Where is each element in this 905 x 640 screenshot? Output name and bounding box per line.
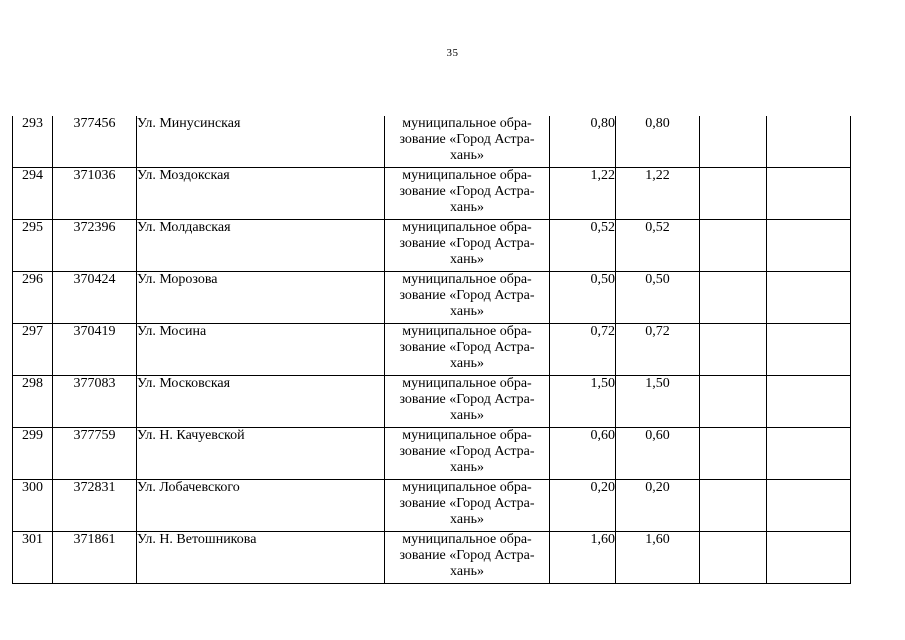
owner-cell xyxy=(385,324,550,376)
owner-line: муниципальное обра- xyxy=(402,272,532,287)
length-part-cell: 0,52 xyxy=(616,220,700,272)
owner-line: зование «Город Астра- xyxy=(399,288,535,303)
row-number-cell: 293 xyxy=(13,116,53,168)
table-row xyxy=(13,532,851,584)
road-name-cell: Ул. Моздокская xyxy=(137,168,385,220)
length-total-cell: 0,80 xyxy=(550,116,616,168)
row-number-cell: 297 xyxy=(13,324,53,376)
road-code-cell: 371861 xyxy=(53,532,137,584)
owner-line: муниципальное обра- xyxy=(402,532,532,547)
road-code-cell: 371036 xyxy=(53,168,137,220)
road-name-cell: Ул. Лобачевского xyxy=(137,480,385,532)
road-name-cell: Ул. Н. Качуевской xyxy=(137,428,385,480)
road-code-cell: 372831 xyxy=(53,480,137,532)
empty-cell xyxy=(700,220,767,272)
owner-cell xyxy=(385,532,550,584)
length-total-cell: 1,60 xyxy=(550,532,616,584)
table-row xyxy=(13,480,851,532)
owner-cell xyxy=(385,428,550,480)
owner-line: хань» xyxy=(450,356,484,371)
owner-line: хань» xyxy=(450,564,484,579)
owner-cell xyxy=(385,168,550,220)
road-code-cell: 377083 xyxy=(53,376,137,428)
owner-line: зование «Город Астра- xyxy=(399,444,535,459)
empty-cell xyxy=(700,480,767,532)
table-row xyxy=(13,116,851,168)
empty-cell xyxy=(700,272,767,324)
empty-cell xyxy=(767,532,851,584)
owner-line: муниципальное обра- xyxy=(402,324,532,339)
road-name-cell: Ул. Морозова xyxy=(137,272,385,324)
road-code-cell: 372396 xyxy=(53,220,137,272)
road-code-cell: 377759 xyxy=(53,428,137,480)
length-part-cell: 0,80 xyxy=(616,116,700,168)
length-part-cell: 0,60 xyxy=(616,428,700,480)
empty-cell xyxy=(700,532,767,584)
table-row xyxy=(13,168,851,220)
length-part-cell: 0,20 xyxy=(616,480,700,532)
road-name-cell: Ул. Молдавская xyxy=(137,220,385,272)
empty-cell xyxy=(767,376,851,428)
owner-cell xyxy=(385,220,550,272)
length-total-cell: 0,52 xyxy=(550,220,616,272)
empty-cell xyxy=(700,324,767,376)
owner-line: зование «Город Астра- xyxy=(399,392,535,407)
road-name-cell: Ул. Минусинская xyxy=(137,116,385,168)
owner-line: муниципальное обра- xyxy=(402,428,532,443)
owner-line: зование «Город Астра- xyxy=(399,132,535,147)
empty-cell xyxy=(700,168,767,220)
row-number-cell: 296 xyxy=(13,272,53,324)
row-number-cell: 294 xyxy=(13,168,53,220)
owner-line: хань» xyxy=(450,148,484,163)
owner-line: зование «Город Астра- xyxy=(399,340,535,355)
row-number-cell: 298 xyxy=(13,376,53,428)
row-number-cell: 299 xyxy=(13,428,53,480)
owner-line: муниципальное обра- xyxy=(402,480,532,495)
length-total-cell: 0,60 xyxy=(550,428,616,480)
owner-line: хань» xyxy=(450,408,484,423)
owner-line: хань» xyxy=(450,512,484,527)
length-total-cell: 0,72 xyxy=(550,324,616,376)
length-part-cell: 0,50 xyxy=(616,272,700,324)
length-total-cell: 0,50 xyxy=(550,272,616,324)
owner-line: зование «Город Астра- xyxy=(399,496,535,511)
owner-cell xyxy=(385,116,550,168)
row-number-cell: 301 xyxy=(13,532,53,584)
owner-line: хань» xyxy=(450,252,484,267)
length-part-cell: 1,60 xyxy=(616,532,700,584)
table-row xyxy=(13,376,851,428)
table-row xyxy=(13,272,851,324)
owner-line: зование «Город Астра- xyxy=(399,184,535,199)
roads-table xyxy=(12,116,851,584)
empty-cell xyxy=(767,220,851,272)
road-code-cell: 377456 xyxy=(53,116,137,168)
road-code-cell: 370419 xyxy=(53,324,137,376)
length-part-cell: 1,50 xyxy=(616,376,700,428)
owner-line: хань» xyxy=(450,460,484,475)
length-part-cell: 1,22 xyxy=(616,168,700,220)
row-number-cell: 300 xyxy=(13,480,53,532)
empty-cell xyxy=(700,376,767,428)
length-total-cell: 0,20 xyxy=(550,480,616,532)
owner-cell xyxy=(385,480,550,532)
owner-line: муниципальное обра- xyxy=(402,220,532,235)
row-number-cell: 295 xyxy=(13,220,53,272)
page-number: 35 xyxy=(446,47,459,59)
road-name-cell: Ул. Н. Ветошникова xyxy=(137,532,385,584)
owner-line: муниципальное обра- xyxy=(402,376,532,391)
road-code-cell: 370424 xyxy=(53,272,137,324)
empty-cell xyxy=(767,324,851,376)
empty-cell xyxy=(700,428,767,480)
table-row xyxy=(13,428,851,480)
table-row xyxy=(13,324,851,376)
owner-line: зование «Город Астра- xyxy=(399,236,535,251)
owner-cell xyxy=(385,376,550,428)
table-row xyxy=(13,220,851,272)
owner-line: муниципальное обра- xyxy=(402,116,532,131)
length-total-cell: 1,50 xyxy=(550,376,616,428)
empty-cell xyxy=(767,480,851,532)
empty-cell xyxy=(700,116,767,168)
road-name-cell: Ул. Московская xyxy=(137,376,385,428)
empty-cell xyxy=(767,428,851,480)
owner-line: хань» xyxy=(450,304,484,319)
owner-cell xyxy=(385,272,550,324)
road-name-cell: Ул. Мосина xyxy=(137,324,385,376)
owner-line: муниципальное обра- xyxy=(402,168,532,183)
empty-cell xyxy=(767,272,851,324)
owner-line: зование «Город Астра- xyxy=(399,548,535,563)
owner-line: хань» xyxy=(450,200,484,215)
length-total-cell: 1,22 xyxy=(550,168,616,220)
length-part-cell: 0,72 xyxy=(616,324,700,376)
empty-cell xyxy=(767,168,851,220)
table-body xyxy=(13,116,851,584)
empty-cell xyxy=(767,116,851,168)
